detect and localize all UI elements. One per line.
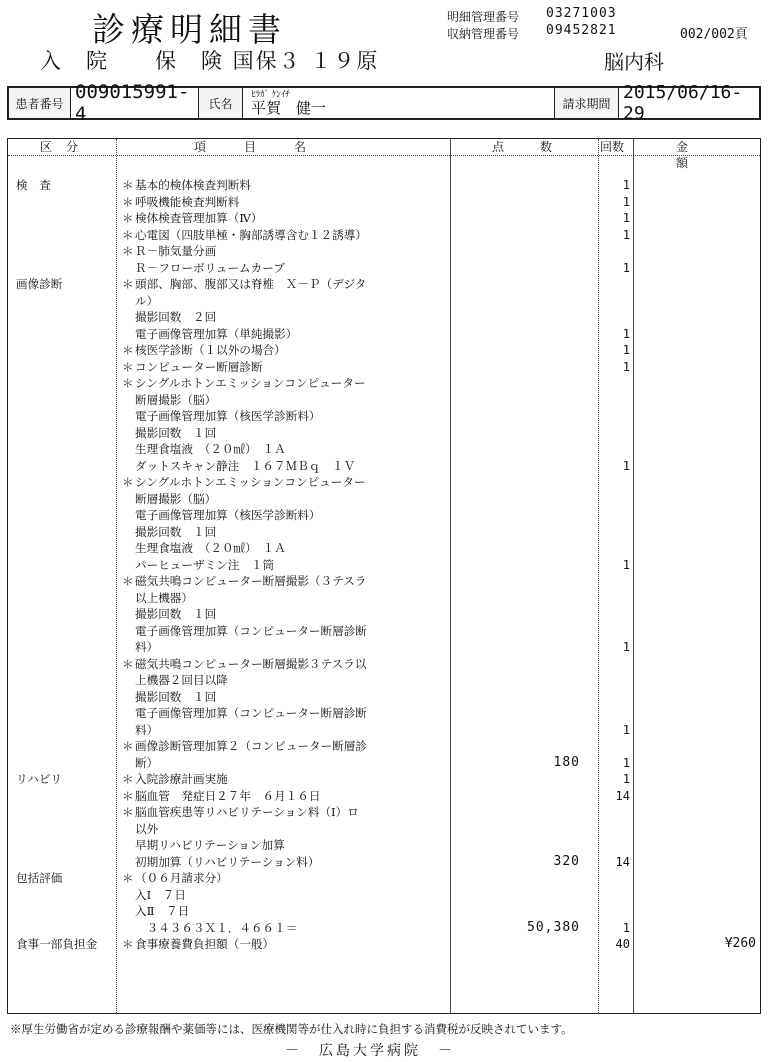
statement-number: 03271003 xyxy=(546,6,617,21)
table-row xyxy=(8,590,760,607)
patient-name: 平賀 健一 xyxy=(251,99,327,117)
table-row xyxy=(8,326,760,343)
row-mark: ＊ xyxy=(122,359,134,374)
row-item: 電子画像管理加算（核医学診断料） xyxy=(135,508,321,522)
row-mark: ＊ xyxy=(122,244,134,258)
row-item: 撮影回数 １回 xyxy=(135,425,217,440)
statement-number-label: 明細管理番号 xyxy=(447,10,520,24)
row-item: 断） xyxy=(135,755,159,770)
table-row xyxy=(8,524,760,541)
row-item: 早期リハビリテーション加算 xyxy=(135,838,285,852)
row-item: 心電図（四肢単極・胸部誘導含む１２誘導） xyxy=(135,227,367,242)
column-amount: 金額 xyxy=(676,140,723,170)
row-count: 1 xyxy=(622,772,630,786)
row-category: 食事一部負担金 xyxy=(16,937,98,951)
row-count: 1 xyxy=(622,920,630,935)
row-mark: ＊ xyxy=(122,227,134,242)
row-item: 断層撮影（脳） xyxy=(135,392,217,407)
row-category: リハビリ xyxy=(16,772,63,786)
table-row xyxy=(8,705,760,722)
row-item: Ｒ－フローボリュームカーブ xyxy=(135,260,285,275)
row-item: ル） xyxy=(135,293,159,308)
table-row xyxy=(8,260,760,277)
row-count: 1 xyxy=(622,194,630,209)
insurance-subtitle: 入 院 保 険 国保３ １９原 xyxy=(40,49,380,73)
row-item: 入Ⅰ ７日 xyxy=(135,887,186,902)
table-row xyxy=(8,821,760,838)
table-row xyxy=(8,738,760,755)
row-item: 呼吸機能検査判断料 xyxy=(135,194,240,209)
row-mark: ＊ xyxy=(122,194,134,209)
table-header xyxy=(8,139,760,170)
row-item: 撮影回数 １回 xyxy=(135,524,217,539)
row-count: 40 xyxy=(615,937,630,951)
row-item: 電子画像管理加算（コンピューター断層診断 xyxy=(135,706,367,720)
table-row xyxy=(8,788,760,805)
row-count: 1 xyxy=(622,458,630,473)
row-item: 料） xyxy=(135,640,159,654)
row-count: 1 xyxy=(622,722,630,737)
row-item: 磁気共鳴コンピューター断層撮影（３テスラ xyxy=(135,574,367,588)
row-mark: ＊ xyxy=(122,376,134,390)
column-category: 区分 xyxy=(40,140,93,154)
row-count: 1 xyxy=(622,640,630,654)
row-points: 180 xyxy=(553,754,580,770)
row-count: 1 xyxy=(622,359,630,374)
column-points: 点数 xyxy=(492,140,589,154)
table-row xyxy=(8,936,760,953)
table-row xyxy=(8,920,760,937)
table-row xyxy=(8,903,760,920)
row-item: 料） xyxy=(135,722,159,737)
row-item: パーヒューザミン注 １筒 xyxy=(135,557,275,572)
table-row xyxy=(8,656,760,673)
row-item: ダットスキャン静注 １６７ＭＢｑ １Ｖ xyxy=(135,458,356,473)
table-row xyxy=(8,309,760,326)
table-row xyxy=(8,639,760,656)
row-item: ３４３６３Ｘ１．４６６１＝ xyxy=(135,920,298,935)
table-row xyxy=(8,177,760,194)
row-item: 電子画像管理加算（単純撮影） xyxy=(135,326,298,341)
row-mark: ＊ xyxy=(122,788,134,803)
receipt-number-label: 収納管理番号 xyxy=(447,27,520,41)
row-item: 電子画像管理加算（コンピューター断層診断 xyxy=(135,623,367,638)
table-row xyxy=(8,623,760,640)
row-mark: ＊ xyxy=(122,343,134,357)
row-item: 電子画像管理加算（核医学診断料） xyxy=(135,409,321,423)
row-count: 1 xyxy=(622,211,630,225)
row-item: 画像診断管理加算２（コンピューター断層診 xyxy=(135,739,367,753)
row-item: 入Ⅱ ７日 xyxy=(135,904,190,918)
table-row xyxy=(8,491,760,508)
row-item: 撮影回数 １回 xyxy=(135,607,217,621)
table-row xyxy=(8,606,760,623)
table-row xyxy=(8,392,760,409)
table-row xyxy=(8,507,760,524)
row-category: 検 査 xyxy=(16,178,51,192)
row-item: 入院診療計画実施 xyxy=(135,772,228,786)
row-item: 撮影回数 ２回 xyxy=(135,310,217,324)
row-item: 核医学診断（１以外の場合） xyxy=(135,343,286,357)
row-count: 1 xyxy=(622,557,630,572)
receipt-number: 09452821 xyxy=(546,23,617,38)
row-item: 検体検査管理加算（Ⅳ） xyxy=(135,211,263,225)
row-count: 1 xyxy=(622,178,630,192)
row-item: 食事療養費負担額（一般） xyxy=(135,937,275,951)
row-item: 上機器２回目以降 xyxy=(135,673,228,687)
row-item: 以上機器） xyxy=(135,590,193,605)
hospital-name: － 広島大学病院 － xyxy=(285,1043,455,1059)
table-row xyxy=(8,887,760,904)
table-row xyxy=(8,276,760,293)
row-amount: ¥260 xyxy=(724,936,756,951)
table-row xyxy=(8,870,760,887)
table-row xyxy=(8,854,760,871)
row-mark: ＊ xyxy=(122,656,134,671)
row-item: 生理食塩液 （２０㎖） １Ａ xyxy=(135,541,286,555)
table-row xyxy=(8,540,760,557)
row-item: 撮影回数 １回 xyxy=(135,689,217,704)
table-row xyxy=(8,557,760,574)
table-row xyxy=(8,210,760,227)
patient-id-label: 患者番号 xyxy=(9,88,71,118)
tax-note: ※厚生労働省が定める診療報酬や薬価等には、医療機関等が仕入れ時に負担する消費税が反映されています。 xyxy=(10,1022,573,1036)
column-count: 回数 xyxy=(600,140,625,154)
table-row xyxy=(8,458,760,475)
table-row xyxy=(8,722,760,739)
row-points: 320 xyxy=(553,853,580,869)
row-mark: ＊ xyxy=(122,475,134,489)
row-item: シングルホトンエミッションコンピューター xyxy=(135,376,366,390)
table-row xyxy=(8,804,760,821)
row-item: 以外 xyxy=(135,821,159,836)
table-row xyxy=(8,441,760,458)
table-row xyxy=(8,771,760,788)
table-row xyxy=(8,293,760,310)
table-row xyxy=(8,474,760,491)
billing-period-label: 請求期間 xyxy=(555,88,619,118)
row-count: 1 xyxy=(622,227,630,242)
row-item: 脳血管疾患等リハビリテーション料（Ⅰ）ロ xyxy=(135,805,359,819)
row-category: 画像診断 xyxy=(16,277,63,291)
table-row xyxy=(8,755,760,772)
billing-period: 2015/06/16-29 xyxy=(623,82,743,124)
row-item: シングルホトンエミッションコンピューター xyxy=(135,475,366,489)
row-mark: ＊ xyxy=(122,574,134,588)
row-count: 1 xyxy=(622,326,630,341)
department: 脳内科 xyxy=(604,50,664,74)
document-title: 診療明細書 xyxy=(92,10,287,49)
table-row xyxy=(8,342,760,359)
row-category: 包括評価 xyxy=(16,871,63,885)
patient-name-cell xyxy=(243,88,555,118)
page-number: 002/002頁 xyxy=(680,27,748,42)
table-row xyxy=(8,359,760,376)
row-item: 磁気共鳴コンピューター断層撮影３テスラ以 xyxy=(135,656,367,671)
row-item: Ｒ－肺気量分画 xyxy=(135,244,217,258)
detail-table xyxy=(7,138,761,1014)
row-mark: ＊ xyxy=(122,772,134,786)
table-row xyxy=(8,689,760,706)
patient-name-kana: ﾋﾗｶﾞ ｹﾝｲﾁ xyxy=(251,90,290,100)
table-row xyxy=(8,837,760,854)
column-item: 項目名 xyxy=(194,140,345,154)
row-count: 14 xyxy=(615,788,630,803)
row-item: 基本的検体検査判断料 xyxy=(135,178,251,192)
table-row xyxy=(8,408,760,425)
row-mark: ＊ xyxy=(122,211,134,225)
row-mark: ＊ xyxy=(122,178,134,192)
table-row xyxy=(8,243,760,260)
row-item: （０６月請求分） xyxy=(135,871,228,885)
table-row xyxy=(8,194,760,211)
row-mark: ＊ xyxy=(122,805,134,819)
table-row xyxy=(8,375,760,392)
row-count: 1 xyxy=(622,755,630,770)
row-points: 50,380 xyxy=(527,919,580,935)
row-mark: ＊ xyxy=(122,739,134,753)
row-count: 1 xyxy=(622,260,630,275)
row-item: 初期加算（リハビリテーション料） xyxy=(135,854,320,869)
row-item: 脳血管 発症日２７年 ６月１６日 xyxy=(135,788,321,803)
row-mark: ＊ xyxy=(122,277,134,291)
row-item: コンピューター断層診断 xyxy=(135,359,263,374)
table-row xyxy=(8,573,760,590)
row-mark: ＊ xyxy=(122,871,134,885)
table-row xyxy=(8,227,760,244)
table-row xyxy=(8,672,760,689)
row-count: 14 xyxy=(615,854,630,869)
row-item: 頭部、胸部、腹部又は脊椎 Ｘ－Ｐ（デジタ xyxy=(135,277,367,291)
patient-id: 009015991-4 xyxy=(71,88,199,118)
patient-name-label: 氏名 xyxy=(199,88,243,118)
row-item: 生理食塩液 （２０㎖） １Ａ xyxy=(135,442,286,456)
table-row xyxy=(8,425,760,442)
patient-info-row xyxy=(7,81,761,125)
row-item: 断層撮影（脳） xyxy=(135,491,217,506)
row-mark: ＊ xyxy=(122,937,134,951)
row-count: 1 xyxy=(622,343,630,357)
